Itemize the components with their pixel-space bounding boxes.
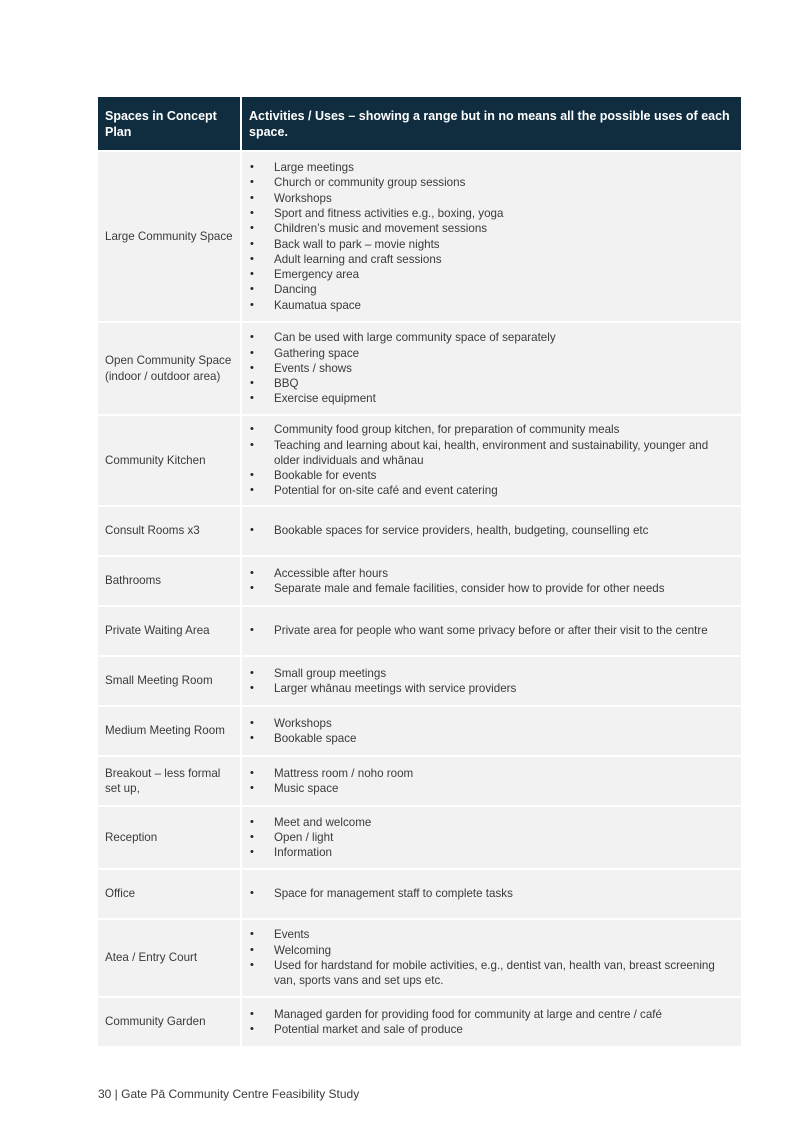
activities-list [250,716,733,747]
space-name-cell: Breakout – less formal set up, [98,755,240,805]
list-item: • Meet and welcome [250,815,733,830]
space-name-cell: Small Meeting Room [98,655,240,705]
space-name-cell: Consult Rooms x3 [98,505,240,555]
list-item: • Bookable spaces for service providers, health, budgeting, counselling etc [250,523,733,538]
list-item: • Small group meetings [250,666,733,681]
list-item: • Bookable space [250,731,733,746]
list-item: • Welcoming [250,943,733,958]
list-item: • Potential market and sale of produce [250,1022,733,1037]
header-activities: Activities / Uses – showing a range but in no means all the possible uses of each space. [240,97,741,150]
space-name-cell: Community Kitchen [98,414,240,505]
list-item: • Music space [250,781,733,796]
space-name-cell: Bathrooms [98,555,240,605]
list-item: • Events [250,927,733,942]
activities-cell [240,705,741,755]
space-name-cell: Private Waiting Area [98,605,240,655]
list-item: • Potential for on-site café and event catering [250,483,733,498]
table-row [98,705,741,755]
page-footer: 30 | Gate Pā Community Centre Feasibility Study [98,1087,360,1101]
spaces-activities-table [98,97,741,1046]
activities-list [250,160,733,313]
list-item: • Can be used with large community space of separately [250,330,733,345]
table-row [98,868,741,918]
table-body [98,150,741,1046]
list-item: • Church or community group sessions [250,175,733,190]
space-name-cell: Open Community Space (indoor / outdoor area) [98,321,240,414]
list-item: • Kaumatua space [250,298,733,313]
activities-cell [240,505,741,555]
table-row [98,605,741,655]
table-row [98,555,741,605]
list-item: • Gathering space [250,346,733,361]
space-name-cell: Office [98,868,240,918]
activities-cell [240,150,741,321]
space-name-cell: Large Community Space [98,150,240,321]
activities-cell [240,805,741,868]
activities-list [250,815,733,861]
table-row [98,321,741,414]
activities-list [250,422,733,498]
table-row [98,755,741,805]
activities-cell [240,414,741,505]
space-name-cell: Medium Meeting Room [98,705,240,755]
space-name-cell: Atea / Entry Court [98,918,240,996]
activities-list [250,330,733,406]
activities-list [250,523,733,538]
activities-cell [240,321,741,414]
list-item: • Separate male and female facilities, consider how to provide for other needs [250,581,733,596]
list-item: • Workshops [250,191,733,206]
list-item: • Accessible after hours [250,566,733,581]
activities-list [250,766,733,797]
table-row [98,805,741,868]
list-item: • Children’s music and movement sessions [250,221,733,236]
activities-list [250,666,733,697]
activities-cell [240,755,741,805]
activities-cell [240,868,741,918]
table-row [98,414,741,505]
space-name-cell: Community Garden [98,996,240,1046]
table-row [98,150,741,321]
table-row [98,655,741,705]
list-item: • Larger whānau meetings with service providers [250,681,733,696]
list-item: • Large meetings [250,160,733,175]
activities-cell [240,655,741,705]
list-item: • Back wall to park – movie nights [250,237,733,252]
activities-cell [240,605,741,655]
list-item: • Adult learning and craft sessions [250,252,733,267]
activities-cell [240,996,741,1046]
list-item: • Dancing [250,282,733,297]
list-item: • Workshops [250,716,733,731]
list-item: • Managed garden for providing food for community at large and centre / café [250,1007,733,1022]
list-item: • Open / light [250,830,733,845]
list-item: • Bookable for events [250,468,733,483]
header-spaces: Spaces in Concept Plan [98,97,240,150]
activities-list [250,927,733,988]
list-item: • Sport and fitness activities e.g., boxing, yoga [250,206,733,221]
list-item: • Community food group kitchen, for preparation of community meals [250,422,733,437]
activities-list [250,623,733,638]
list-item: • Mattress room / noho room [250,766,733,781]
list-item: • Used for hardstand for mobile activities, e.g., dentist van, health van, breast screening van, sports vans and set ups etc. [250,958,733,989]
activities-list [250,886,733,901]
activities-cell [240,555,741,605]
table-header-row [98,97,741,150]
table-row [98,918,741,996]
list-item: • Exercise equipment [250,391,733,406]
space-name-cell: Reception [98,805,240,868]
table-row [98,996,741,1046]
table-row [98,505,741,555]
list-item: • Teaching and learning about kai, health, environment and sustainability, younger and older individuals and whānau [250,438,733,469]
list-item: • Events / shows [250,361,733,376]
list-item: • BBQ [250,376,733,391]
activities-list [250,1007,733,1038]
activities-cell [240,918,741,996]
list-item: • Information [250,845,733,860]
list-item: • Private area for people who want some privacy before or after their visit to the centre [250,623,733,638]
activities-list [250,566,733,597]
list-item: • Emergency area [250,267,733,282]
list-item: • Space for management staff to complete tasks [250,886,733,901]
